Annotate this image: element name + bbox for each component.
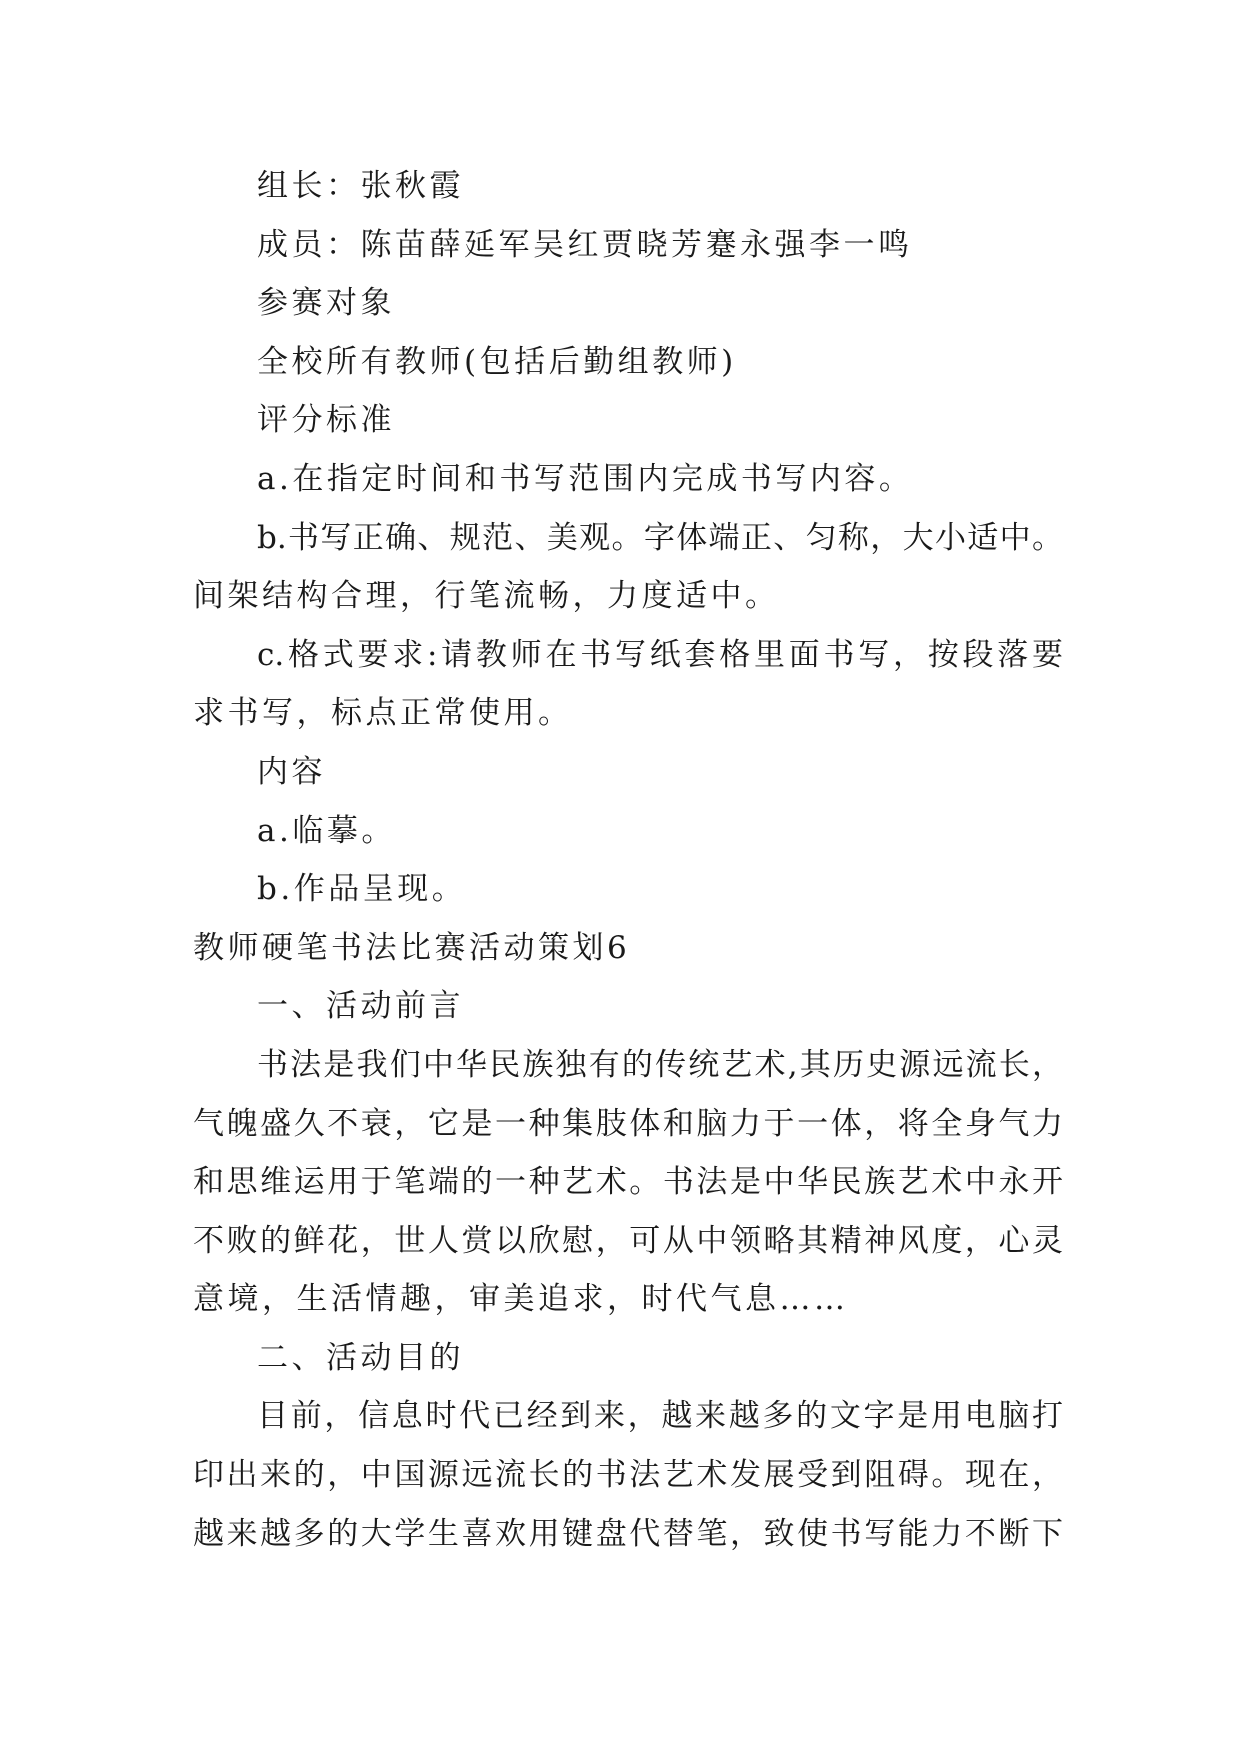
text-line: 组长：张秋霞 [257, 168, 464, 204]
text-line: 意境，生活情趣，审美追求，时代气息…… [193, 1281, 849, 1318]
text-line: a.在指定时间和书写范围内完成书写内容。 [257, 460, 914, 497]
text-line: 越来越多的大学生喜欢用键盘代替笔，致使书写能力不断下 [193, 1515, 1063, 1552]
text-line: 求书写，标点正常使用。 [193, 695, 573, 732]
text-line: 间架结构合理，行笔流畅，力度适中。 [193, 578, 780, 615]
text-line: 气魄盛久不衰，它是一种集肢体和脑力于一体，将全身气力 [193, 1105, 1063, 1142]
text-line: 目前，信息时代已经到来，越来越多的文字是用电脑打 [257, 1398, 1063, 1435]
section-title: 教师硬笔书法比赛活动策划6 [193, 929, 631, 966]
text-line: 书法是我们中华民族独有的传统艺术,其历史源远流长， [257, 1046, 1063, 1083]
section-heading: 一、活动前言 [257, 988, 464, 1025]
text-line: 成员：陈苗薛延军吴红贾晓芳蹇永强李一鸣 [257, 226, 913, 263]
text-line: 参赛对象 [257, 285, 395, 322]
text-line: 内容 [257, 753, 326, 790]
text-line: b.作品呈现。 [257, 871, 467, 908]
text-line: 评分标准 [257, 402, 395, 439]
text-line: a.临摹。 [257, 812, 396, 849]
text-line: 不败的鲜花，世人赏以欣慰，可从中领略其精神风度，心灵 [193, 1222, 1063, 1259]
document-body [193, 157, 1063, 1563]
section-heading: 二、活动目的 [257, 1339, 464, 1376]
text-line: 全校所有教师(包括后勤组教师) [257, 343, 737, 380]
text-line: 印出来的，中国源远流长的书法艺术发展受到阻碍。现在， [193, 1457, 1063, 1494]
text-line: c.格式要求:请教师在书写纸套格里面书写，按段落要 [257, 636, 1063, 673]
text-line: b.书写正确、规范、美观。字体端正、匀称，大小适中。 [257, 519, 1063, 556]
text-line: 和思维运用于笔端的一种艺术。书法是中华民族艺术中永开 [193, 1164, 1063, 1201]
